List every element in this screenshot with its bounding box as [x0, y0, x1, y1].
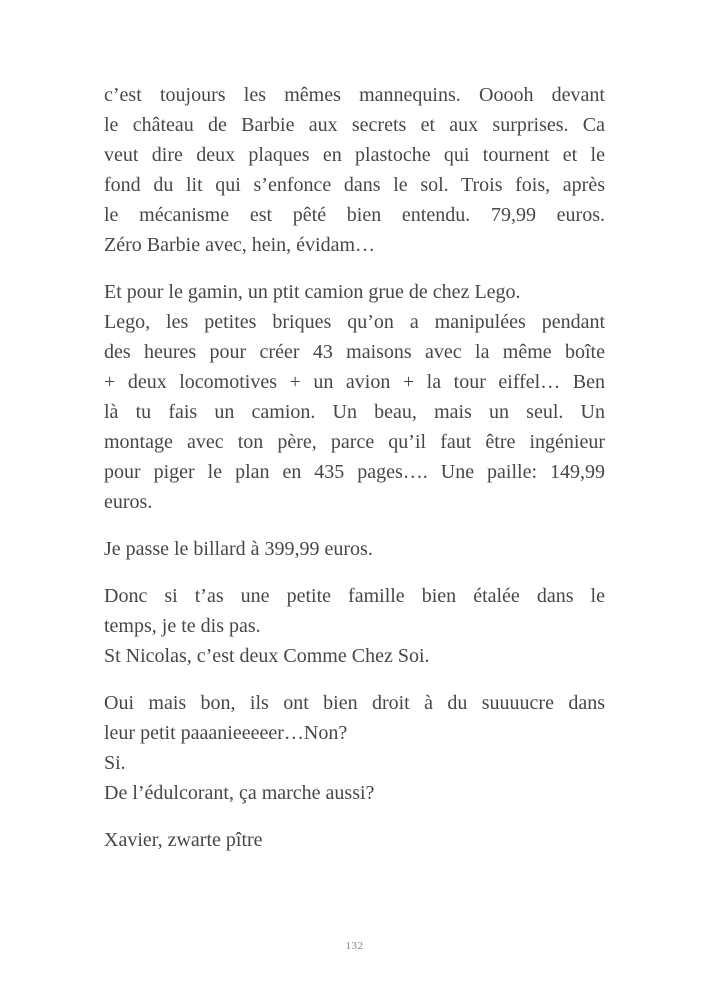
paragraph — [104, 581, 605, 671]
text-line: fond du lit qui s’enfonce dans le sol. Trois fois, après — [104, 174, 605, 196]
paragraph — [104, 534, 605, 564]
page-number: 132 — [345, 940, 364, 952]
text-line: temps, je te dis pas. — [104, 615, 261, 637]
text-line: le mécanisme est pêté bien entendu. 79,99 euros. — [104, 204, 605, 226]
text-column — [104, 80, 605, 855]
text-line: leur petit paaanieeeeer…Non? — [104, 722, 348, 744]
text-line: Xavier, zwarte pître — [104, 829, 263, 851]
text-line: De l’édulcorant, ça marche aussi? — [104, 782, 375, 804]
text-line: Zéro Barbie avec, hein, évidam… — [104, 234, 375, 256]
paragraph — [104, 825, 605, 855]
text-line: euros. — [104, 491, 153, 513]
text-line: + deux locomotives + un avion + la tour eiffel… Ben — [104, 371, 605, 393]
text-line: le château de Barbie aux secrets et aux surprises. Ca — [104, 114, 605, 136]
text-line: Je passe le billard à 399,99 euros. — [104, 538, 373, 560]
text-line: Et pour le gamin, un ptit camion grue de chez Lego. — [104, 281, 521, 303]
text-line: St Nicolas, c’est deux Comme Chez Soi. — [104, 645, 430, 667]
paragraph — [104, 80, 605, 260]
text-line: Donc si t’as une petite famille bien étalée dans le — [104, 585, 605, 607]
text-line: là tu fais un camion. Un beau, mais un seul. Un — [104, 401, 605, 423]
text-line: veut dire deux plaques en plastoche qui tournent et le — [104, 144, 605, 166]
text-line: pour piger le plan en 435 pages…. Une paille: 149,99 — [104, 461, 605, 483]
text-line: Si. — [104, 752, 126, 774]
paragraph — [104, 688, 605, 808]
text-line: montage avec ton père, parce qu’il faut être ingénieur — [104, 431, 605, 453]
text-line: Oui mais bon, ils ont bien droit à du suuuucre dans — [104, 692, 605, 714]
paragraph — [104, 277, 605, 517]
text-line: Lego, les petites briques qu’on a manipulées pendant — [104, 311, 605, 333]
text-line: c’est toujours les mêmes mannequins. Ooooh devant — [104, 84, 605, 106]
text-line: des heures pour créer 43 maisons avec la même boîte — [104, 341, 605, 363]
